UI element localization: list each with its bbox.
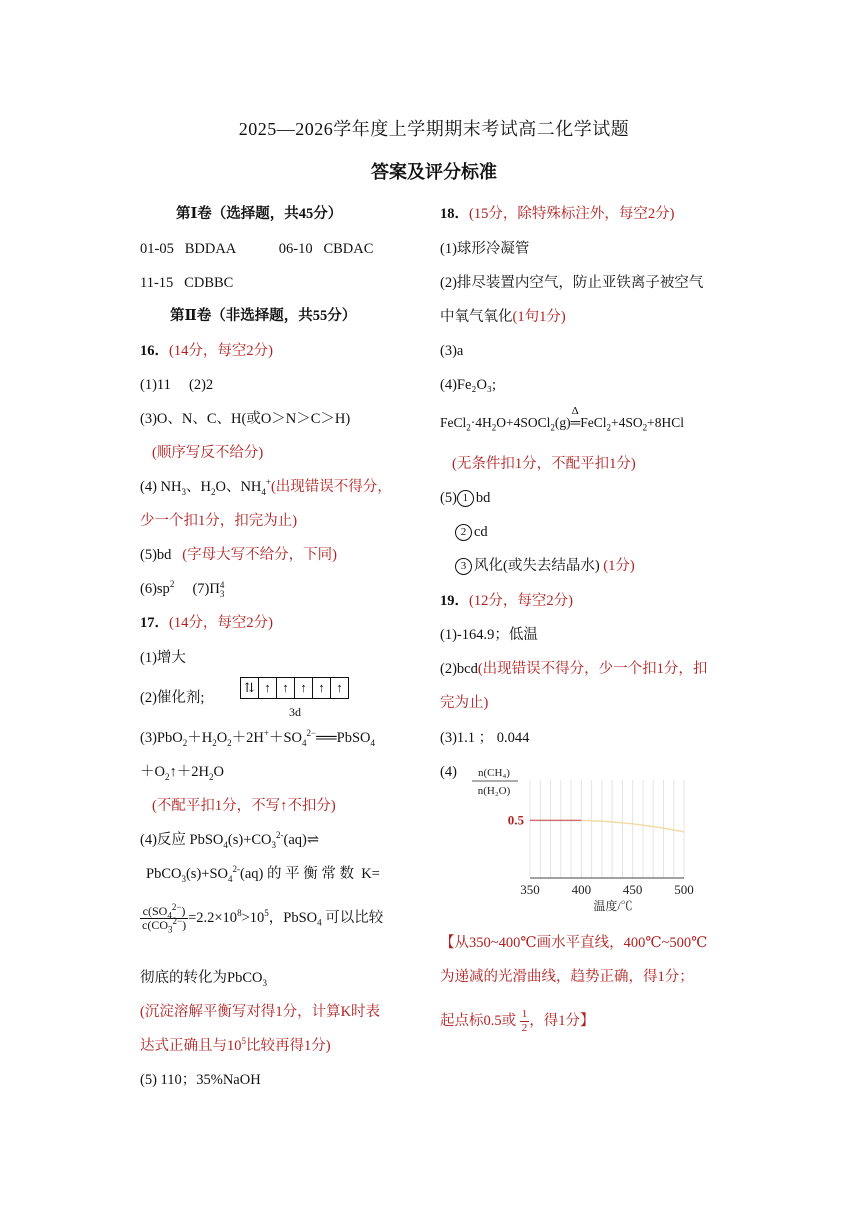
q17-4-line3: $\frac{c(SO_4^{2-})}{c(CO_3^{2-})}$ $=2.2\times 10^8>10^5$，PbSO$_4$ 可以比较 xyxy=(142,902,384,935)
q19-4-note-3 xyxy=(440,1008,595,1035)
q17-4-text: (4)反应 PbSO xyxy=(140,832,224,848)
q16-4-text: (4) NH xyxy=(140,479,182,495)
page-subtitle: 答案及评分标准 xyxy=(371,162,497,182)
q19-2-answer: (2)bcd xyxy=(440,661,478,677)
q17-4-text: PbCO xyxy=(146,866,182,882)
mc-answers: CDBBC xyxy=(184,275,234,291)
q17-4-note: (沉淀溶解平衡写对得1分，计算K时表 xyxy=(140,1004,381,1020)
mc-answers: BDDAA xyxy=(184,241,236,257)
orbital-box: ⇅ xyxy=(241,678,259,698)
q18-2: (2)排尽装置内空气，防止亚铁离子被空气 xyxy=(440,275,704,291)
orbital-box: ↑ xyxy=(277,678,295,698)
circled-1: 1 xyxy=(457,490,474,507)
q17-4-line2: $PbCO_3(s)+SO_4^{2-}(aq)$ 的 平 衡 常 数 K= xyxy=(146,864,380,884)
q16-4: (4) $NH_3$、$H_2O$、$NH_4^+$(出现错误不得分， xyxy=(140,477,392,497)
q17-3-note: (不配平扣1分，不写↑不扣分) xyxy=(152,798,336,814)
q19-2 xyxy=(440,660,707,678)
q16-4-note-2: 少一个扣1分，扣完为止) xyxy=(140,513,298,529)
q18-1: (1)球形冷凝管 xyxy=(440,241,530,257)
q18-4: (4)Fe₂O₃; xyxy=(440,377,497,393)
k-fraction: $\frac{c(SO_4^{2-})}{c(CO_3^{2-})}$ xyxy=(142,902,187,935)
page-title: 2025—2026学年度上学期期末考试高二化学试题 xyxy=(238,119,630,139)
half-fraction: $\frac{1}{2}$ xyxy=(521,1008,528,1034)
mc-row-1 xyxy=(140,240,373,258)
orbital-box: ↑ xyxy=(336,680,343,695)
q16-5-answer: (5)bd xyxy=(140,547,172,563)
x-tick-label: 500 xyxy=(674,882,694,897)
q16-3: (3)O、N、C、H(或O＞N＞C＞H) xyxy=(140,411,351,427)
q19-4-note-2: 为递减的光滑曲线，趋势正确，得1分； xyxy=(440,969,694,985)
q18-4-note: (无条件扣1分，不配平扣1分) xyxy=(452,456,636,472)
q16-5-note: (字母大写不给分，下同) xyxy=(182,547,337,563)
q17-note: (14分，每空2分) xyxy=(169,615,273,631)
q17-header xyxy=(140,614,273,632)
q18-2-text: 中氧气氧化 xyxy=(440,309,513,325)
q19-4-note-text: 起点标0.5或 xyxy=(440,1012,517,1029)
q18-5-2-answer: cd xyxy=(474,524,488,540)
mc-range: 11-15 xyxy=(140,275,174,291)
x-tick-label: 400 xyxy=(571,882,592,897)
circled-3: 3 xyxy=(455,558,472,575)
q16-4-note: (出现错误不得分， xyxy=(270,479,392,495)
q19-3: (3)1.1 ； 0.044 xyxy=(440,730,530,746)
q17-3-equation: $(3)PbO_2+H_2O_2+2H^++SO_4^{2-}══PbSO_4$ xyxy=(140,728,376,748)
q19-2-note-2: 完为止) xyxy=(440,695,489,711)
x-tick-label: 350 xyxy=(520,882,540,897)
q17-4-note-2: 达式正确且与$10^5$比较再得1分) xyxy=(140,1036,331,1054)
q16-6-answer: (6)sp xyxy=(140,581,170,597)
q17-4-note-text: 比较再得1分) xyxy=(246,1038,331,1054)
q17-4-note-text: 达式正确且与10 xyxy=(140,1038,242,1054)
orbital-box: ↑ xyxy=(295,678,313,698)
orbital-diagram xyxy=(240,677,349,699)
circled-2: 2 xyxy=(455,524,472,541)
q19-2-note: (出现错误不得分，少一个扣1分，扣 xyxy=(477,661,708,677)
q17-number: 17． xyxy=(140,615,169,631)
ratio-vs-temperature-chart xyxy=(468,768,728,918)
q18-note: (15分，除特殊标注外，每空2分) xyxy=(469,206,675,222)
q16-note: (14分，每空2分) xyxy=(169,343,273,359)
q16-header xyxy=(140,342,273,360)
q17-2: (2)催化剂; xyxy=(140,690,205,706)
q18-5-1: (5) 1 bd xyxy=(440,490,491,506)
q17-4-text: 彻底的转化为PbCO xyxy=(140,970,263,986)
q17-4-line4: 彻底的转化为PbCO$_3$ xyxy=(140,970,267,988)
q18-4-equation: $FeCl_2\cdot 4H_2O+4SOCl_2(g)$ Δ $═FeCl_2+4SO_2+8HCl$ xyxy=(440,405,684,433)
mc-range: 01-05 xyxy=(140,241,174,257)
mc-row-2 xyxy=(140,274,233,292)
section-2-heading: 第Ⅱ卷（非选择题，共55分） xyxy=(170,308,357,324)
q18-3: (3)a xyxy=(440,343,464,359)
section-1-heading: 第Ⅰ卷（选择题，共45分） xyxy=(176,206,343,222)
q18-5-3-answer: 风化(或失去结晶水) xyxy=(474,558,600,574)
q19-4: (4) xyxy=(440,764,457,780)
q18-5-3-note: (1分) xyxy=(603,558,635,574)
q18-5-2 xyxy=(455,523,488,541)
x-axis-label: 温度/℃ xyxy=(593,899,633,913)
q19-4-note: 【从350~400℃画水平直线，400℃~500℃ xyxy=(440,935,708,951)
mc-answers: CBDAC xyxy=(323,241,374,257)
orbital-box: ↑ xyxy=(259,678,277,698)
q16-5 xyxy=(140,546,337,564)
q17-5: (5) 110；35%NaOH xyxy=(140,1072,261,1088)
q18-5-1-answer: bd xyxy=(475,490,491,506)
y-axis-label-numerator: n(CH₄) xyxy=(478,767,510,779)
mc-range: 06-10 xyxy=(278,241,313,257)
x-tick-label: 450 xyxy=(622,882,643,897)
q16-1: (1)11 (2)2 xyxy=(140,377,214,393)
q19-header xyxy=(440,592,573,610)
q19-4-note-text: ，得1分】 xyxy=(529,1012,595,1029)
q16-3-note: (顺序写反不给分) xyxy=(152,445,264,461)
q18-5-3 xyxy=(455,557,635,575)
q17-4: (4)反应 $PbSO_4(s)+CO_3^{2-}(aq)\rightleftharpoons$ xyxy=(140,830,320,850)
q17-3-equation-cont: $+O_2↑+2H_2O$ xyxy=(140,764,224,782)
orbital-label: 3d xyxy=(289,705,301,719)
q17-1: (1)增大 xyxy=(140,650,186,666)
q18-2-note: (1句1分) xyxy=(512,309,566,325)
orbital-box: ↑ xyxy=(313,678,331,698)
q16-6-7: $(6)sp^2$ (7)Π 4 3 xyxy=(140,579,225,599)
q16-7-answer: (7)Π xyxy=(192,581,220,597)
q19-1: (1)-164.9；低温 xyxy=(440,627,538,643)
y-axis-label-denominator: n(H₂O) xyxy=(477,785,511,797)
y-tick-label: 0.5 xyxy=(507,812,524,828)
q19-note: (12分，每空2分) xyxy=(469,593,573,609)
q18-number: 18． xyxy=(440,206,469,222)
q19-number: 19． xyxy=(440,593,469,609)
q18-header xyxy=(440,205,674,223)
q17-4-text: 可以比较 xyxy=(325,909,384,926)
q16-number: 16． xyxy=(140,343,169,359)
q18-2-cont xyxy=(440,308,566,326)
